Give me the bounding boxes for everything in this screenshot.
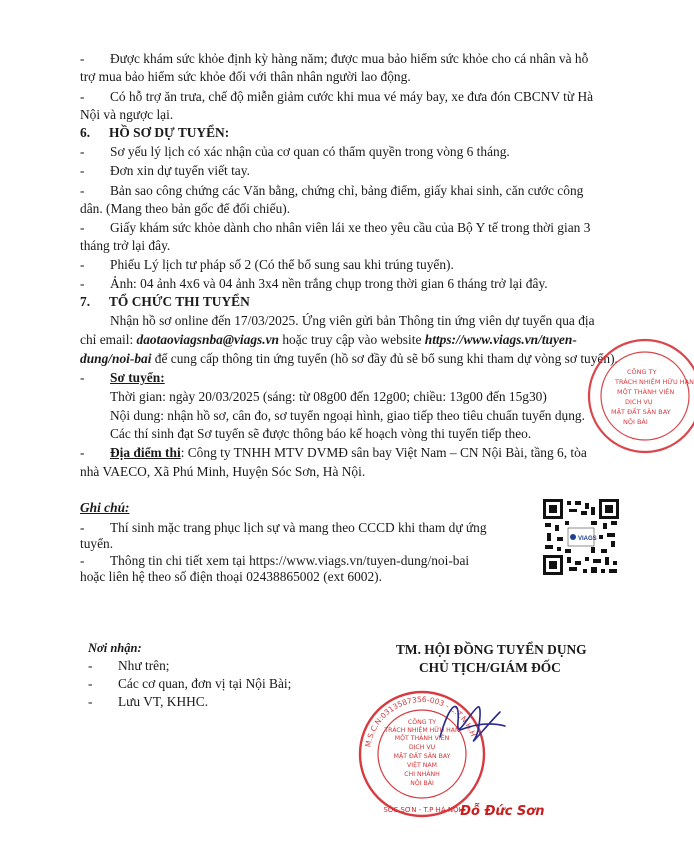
seal-line8: NỘI BÀI [410, 780, 434, 787]
bullet-dash: - [80, 276, 85, 291]
bullet-dash: - [88, 658, 93, 673]
s6-item-1: Sơ yếu lý lịch có xác nhận của cơ quan có thẩm quyền trong vòng 6 tháng. [110, 144, 510, 159]
benefit-2-line-2: Nội và ngược lại. [80, 107, 174, 122]
notes-title: Ghi chú: [80, 500, 130, 515]
s7-intro-line-3: dung/noi-bai để cung cấp thông tin ứng tuyển (hồ sơ đầy đủ sẽ bổ sung khi tham dự vòng sơ tuyển). [80, 351, 618, 366]
s6-item-4-line-1: Giấy khám sức khỏe dành cho nhân viên lái xe theo yêu cầu của Bộ Y tế trong thời gian 3 [110, 220, 591, 235]
seal-line6: VIỆT NAM [407, 762, 437, 769]
exam-location-line-1: Địa điểm thi: Công ty TNHH MTV DVMĐ sân bay Việt Nam – CN Nội Bài, tầng 6, tòa [110, 445, 587, 460]
stamp-top-line5: MẶT ĐẤT SÂN BAY [611, 408, 671, 416]
recruitment-email[interactable]: daotaoviagsnba@viags.vn [136, 332, 279, 347]
s6-item-3-line-1: Bản sao công chứng các Văn bằng, chứng chỉ, bảng điểm, giấy khai sinh, căn cước công [110, 183, 584, 198]
stamp-top-line2: TRÁCH NHIỆM HỮU HẠN [615, 378, 694, 386]
s6-item-6: Ảnh: 04 ảnh 4x6 và 04 ảnh 3x4 nền trắng chụp trong thời gian 6 tháng trở lại đây. [110, 276, 548, 291]
s6-item-2: Đơn xin dự tuyển viết tay. [110, 163, 250, 178]
bullet-dash: - [88, 676, 93, 691]
partial-stamp [575, 336, 694, 456]
s6-item-3-line-2: dân. (Mang theo bản gốc để đối chiếu). [80, 201, 291, 216]
seal-line7: CHI NHÁNH [404, 771, 440, 778]
qr-code[interactable] [543, 499, 619, 575]
recipient-2: Các cơ quan, đơn vị tại Nội Bài; [118, 676, 292, 691]
signer-position: CHỦ TỊCH/GIÁM ĐỐC [419, 660, 561, 675]
bullet-dash: - [80, 445, 85, 460]
stamp-top-line1: CÔNG TY [627, 368, 657, 376]
note-2-line-1: Thông tin chi tiết xem tại https://www.viags.vn/tuyen-dung/noi-bai [110, 553, 470, 568]
bullet-dash: - [80, 257, 85, 272]
stamp-top-line3: MỘT THÀNH VIÊN [617, 388, 675, 396]
preliminary-time: Thời gian: ngày 20/03/2025 (sáng: từ 08g00 đến 12g00; chiều: 13g00 đến 15g30) [110, 389, 547, 404]
recipient-3: Lưu VT, KHHC. [118, 694, 209, 709]
stamp-top-line8: NỘI BÀI [623, 418, 648, 426]
bullet-dash: - [80, 51, 85, 66]
bullet-dash: - [80, 553, 85, 568]
benefit-1-line-1: Được khám sức khỏe định kỳ hàng năm; được mua bảo hiểm sức khỏe cho cá nhân và hỗ [110, 51, 589, 66]
bullet-dash: - [80, 370, 85, 385]
preliminary-notify: Các thí sinh đạt Sơ tuyển sẽ được thông báo kế hoạch vòng thi tuyển tiếp theo. [110, 426, 532, 441]
bullet-dash: - [80, 520, 85, 535]
recipients-title: Nơi nhận: [88, 641, 142, 655]
preliminary-label: Sơ tuyển: [110, 370, 165, 385]
signing-organization: TM. HỘI ĐỒNG TUYỂN DỤNG [396, 642, 587, 657]
benefit-1-line-2: trợ mua bảo hiểm sức khỏe đối với thân nhân người lao động. [80, 69, 411, 84]
bullet-dash: - [80, 89, 85, 104]
benefit-2-line-1: Có hỗ trợ ăn trưa, chế độ miễn giảm cước khi mua vé máy bay, xe đưa đón CBCNV từ Hà [110, 89, 594, 104]
website-link-part-2[interactable]: dung/noi-bai [80, 351, 152, 366]
preliminary-content: Nội dung: nhận hồ sơ, cân đo, sơ tuyển ngoại hình, giao tiếp theo tiêu chuẩn tuyển dụng. [110, 408, 585, 423]
seal-line3: MỘT THÀNH VIÊN [394, 735, 450, 742]
note-1-line-2: tuyển. [80, 536, 114, 551]
bullet-dash: - [80, 183, 85, 198]
section-6-number: 6. [80, 125, 91, 140]
exam-location-line-2: nhà VAECO, Xã Phú Minh, Huyện Sóc Sơn, Hà Nội. [80, 464, 366, 479]
section-7-number: 7. [80, 294, 91, 309]
s7-intro-line-1: Nhận hồ sơ online đến 17/03/2025. Ứng viên gửi bản Thông tin ứng viên dự tuyển qua địa [110, 313, 595, 328]
handwritten-signature [430, 692, 510, 752]
s6-item-4-line-2: tháng trở lại đây. [80, 238, 171, 253]
seal-city: SÓC SƠN - T.P HÀ NỘI [383, 806, 461, 814]
website-link-part-1[interactable]: https://www.viags.vn/tuyen- [424, 332, 577, 347]
bullet-dash: - [80, 220, 85, 235]
note-2-line-2: hoặc liên hệ theo số điện thoại 02438865002 (ext 6002). [80, 569, 382, 584]
exam-location-label: Địa điểm thi [110, 445, 181, 460]
section-6-title: HỒ SƠ DỰ TUYỂN: [109, 125, 230, 140]
bullet-dash: - [88, 694, 93, 709]
signer-name: Đỗ Đức Sơn [460, 804, 545, 819]
recipient-1: Như trên; [118, 658, 170, 673]
seal-line2: TRÁCH NHIỆM HỮU HẠN [384, 727, 460, 734]
seal-line5: MẶT ĐẤT SÂN BAY [393, 753, 451, 760]
bullet-dash: - [80, 163, 85, 178]
seal-ring-text: M.S.C.N:0313587356-003 - C.T.N.H.H [363, 694, 478, 748]
section-7-title: TỔ CHỨC THI TUYỂN [109, 294, 250, 309]
qr-brand-text: VIAGS [578, 536, 597, 542]
seal-line1: CÔNG TY [407, 719, 437, 726]
note-1-line-1: Thí sinh mặc trang phục lịch sự và mang theo CCCD khi tham dự ứng [110, 520, 487, 535]
seal-line4: DỊCH VỤ [408, 744, 436, 751]
s7-intro-line-2: chỉ email: daotaoviagsnba@viags.vn hoặc truy cập vào website https://www.viags.vn/tuyen- [80, 332, 577, 347]
stamp-top-line4: DỊCH VỤ [625, 398, 653, 406]
bullet-dash: - [80, 144, 85, 159]
s6-item-5: Phiếu Lý lịch tư pháp số 2 (Có thể bổ sung sau khi trúng tuyển). [110, 257, 454, 272]
